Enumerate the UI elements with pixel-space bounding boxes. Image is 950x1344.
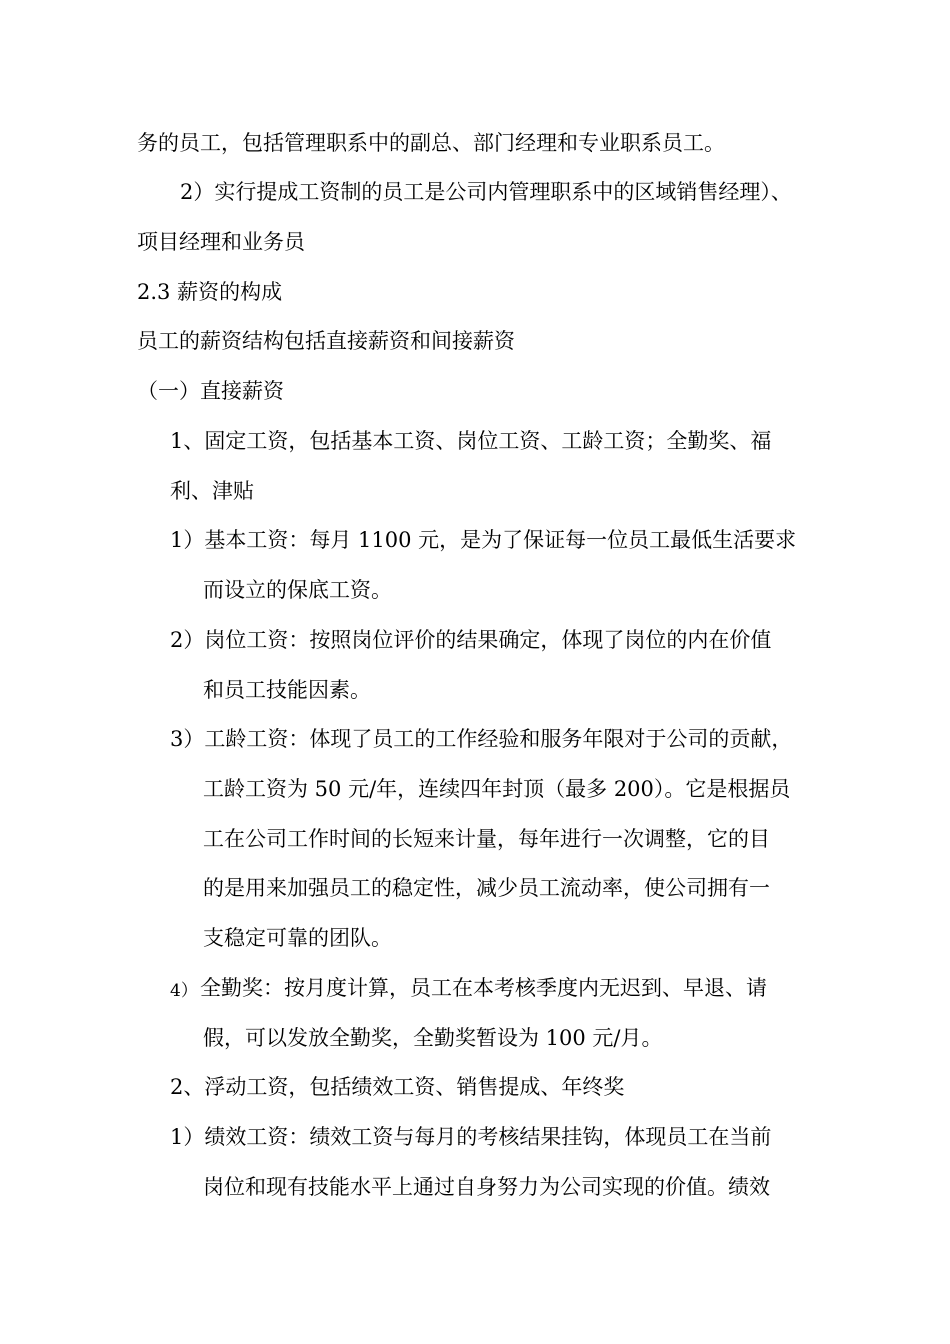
section-heading: 2.3 薪资的构成 [137,280,283,304]
list-marker-4: 4） [170,981,198,1001]
text-line-17: 支稳定可靠的团队。 [203,926,392,950]
subsection-heading: （一）直接薪资 [137,379,284,403]
text-line-22: 岗位和现有技能水平上通过自身努力为公司实现的价值。绩效 [203,1175,770,1199]
text-line-15: 工在公司工作时间的长短来计量，每年进行一次调整，它的目 [203,827,770,851]
text-line-21: 1）绩效工资：绩效工资与每月的考核结果挂钩，体现员工在当前 [170,1125,772,1149]
text-line-1: 务的员工，包括管理职系中的副总、部门经理和专业职系员工。 [137,131,725,155]
text-line-14: 工龄工资为 50 元/年，连续四年封顶（最多 200）。它是根据员 [203,777,791,801]
text-line-7: 1、固定工资，包括基本工资、岗位工资、工龄工资；全勤奖、福 [170,429,772,453]
text-line-16: 的是用来加强员工的稳定性，减少员工流动率，使公司拥有一 [203,876,770,900]
text-line-12: 和员工技能因素。 [203,678,371,702]
text-line-13: 3）工龄工资：体现了员工的工作经验和服务年限对于公司的贡献， [170,727,793,751]
text-line-10: 而设立的保底工资。 [203,578,392,602]
text-line-18: 全勤奖：按月度计算，员工在本考核季度内无迟到、早退、请 [200,976,767,1000]
text-line-9: 1）基本工资：每月 1100 元，是为了保证每一位员工最低生活要求 [170,528,797,552]
text-line-5: 员工的薪资结构包括直接薪资和间接薪资 [137,329,515,353]
text-line-19: 假，可以发放全勤奖，全勤奖暂设为 100 元/月。 [203,1026,663,1050]
text-line-11: 2）岗位工资：按照岗位评价的结果确定，体现了岗位的内在价值 [170,628,772,652]
text-line-3: 项目经理和业务员 [137,230,305,254]
text-line-2: 2）实行提成工资制的员工是公司内管理职系中的区域销售经理）、 [180,180,792,204]
text-line-8: 利、津贴 [170,479,254,503]
text-line-20: 2、浮动工资，包括绩效工资、销售提成、年终奖 [170,1075,625,1099]
